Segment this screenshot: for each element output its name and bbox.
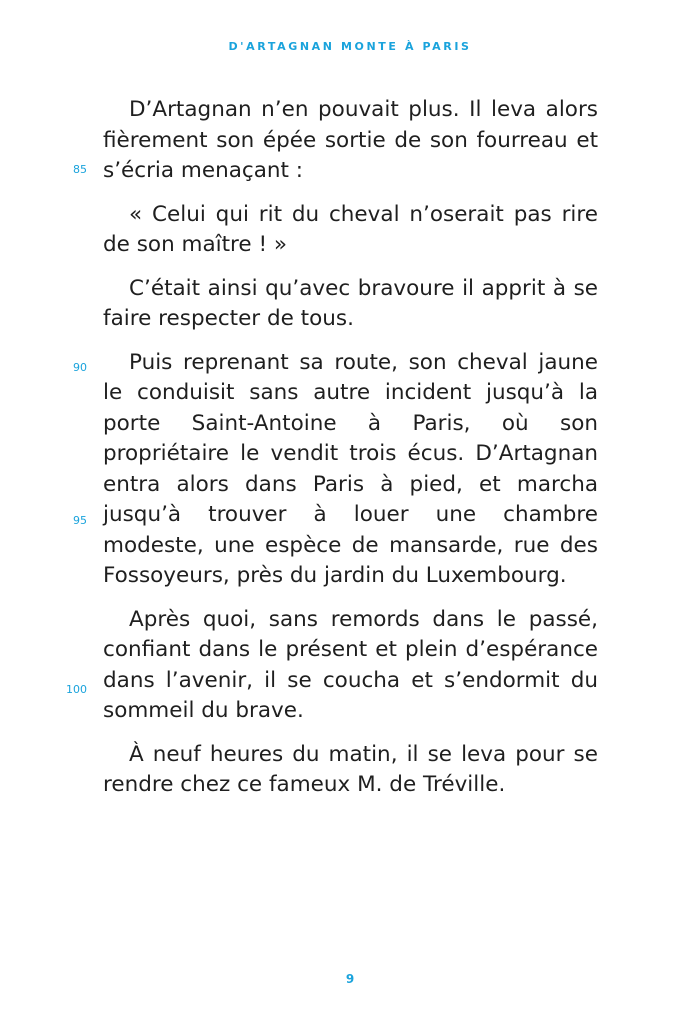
page-number: 9 [345,972,355,986]
line-number-95: 95 [73,514,87,527]
paragraph-5: Après quoi, sans remords dans le passé, confiant dans le présent et plein d’espérance dans l’avenir, il se coucha et s’endormit du sommeil du brave. [103,606,598,723]
paragraph-3: C’était ainsi qu’avec bravoure il apprit à se faire respecter de tous. [103,275,598,331]
paragraph-6: À neuf heures du matin, il se leva pour se rendre chez ce fameux M. de Tréville. [103,741,598,797]
paragraph-1: D’Artagnan n’en pouvait plus. Il leva alors fièrement son épée sortie de son fourreau et s’écria menaçant : [103,97,598,183]
line-number-90: 90 [73,361,87,374]
running-title: D'ARTAGNAN MONTE À PARIS [228,40,472,53]
line-number-100: 100 [66,683,87,696]
body-text [103,95,598,814]
paragraph-2: « Celui qui rit du cheval n’oserait pas rire de son maître ! » [103,201,598,257]
line-number-85: 85 [73,163,87,176]
paragraph-4: Puis reprenant sa route, son cheval jaune le conduisit sans autre incident jusqu’à la porte Saint-Antoine à Paris, où son propriétaire le vendit trois écus. D’Artagnan entra alors dans Paris à pied, et marcha jusqu’à trouver à louer une chambre modeste, une espèce de mansarde, rue des Fossoyeurs, près du jardin du Luxembourg. [103,349,598,588]
